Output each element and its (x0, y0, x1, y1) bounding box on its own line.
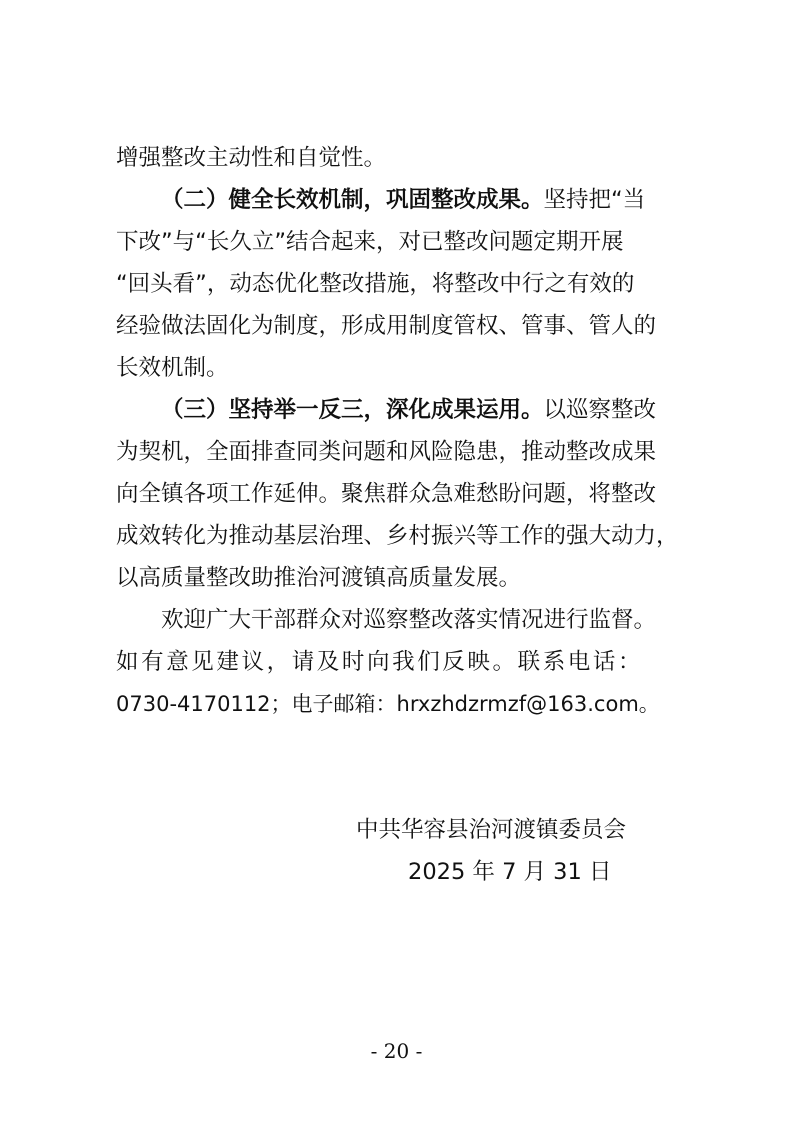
body-line: 长效机制。 (116, 355, 229, 381)
signature-org: 中共华容县治河渡镇委员会 (356, 817, 627, 843)
body-line: 如有意见建议，请及时向我们反映。联系电话： (116, 649, 644, 675)
page-number: - 20 - (370, 1039, 423, 1063)
body-line: 欢迎广大干部群众对巡察整改落实情况进行监督。 (161, 607, 657, 633)
body-line: 下改”与“长久立”结合起来，对已整改问题定期开展 (116, 229, 624, 255)
body-text: 坚持把“当 (543, 187, 646, 213)
paragraph-2-line-1 (161, 185, 645, 215)
section-heading: （三）坚持举一反三，深化成果运用。 (161, 397, 544, 423)
body-text: 以巡察整改 (543, 397, 657, 423)
body-line: 为契机，全面排查同类问题和风险隐患，推动整改成果 (116, 439, 657, 465)
body-line: 成效转化为推动基层治理、乡村振兴等工作的强大动力， (116, 523, 679, 549)
body-line: 以高质量整改助推治河渡镇高质量发展。 (116, 565, 522, 591)
body-line: “回头看”，动态优化整改措施，将整改中行之有效的 (116, 271, 635, 297)
paragraph-3-line-1 (161, 395, 656, 425)
section-heading: （二）健全长效机制，巩固整改成果。 (161, 187, 544, 213)
body-line: 经验做法固化为制度，形成用制度管权、管事、管人的 (116, 313, 657, 339)
body-line: 向全镇各项工作延伸。聚焦群众急难愁盼问题，将整改 (116, 481, 657, 507)
signature-date: 2025 年 7 月 31 日 (408, 859, 612, 885)
body-line: 增强整改主动性和自觉性。 (116, 145, 387, 171)
contact-line: 0730-4170112；电子邮箱：hrxzhdzrmzf@163.com。 (116, 692, 660, 716)
